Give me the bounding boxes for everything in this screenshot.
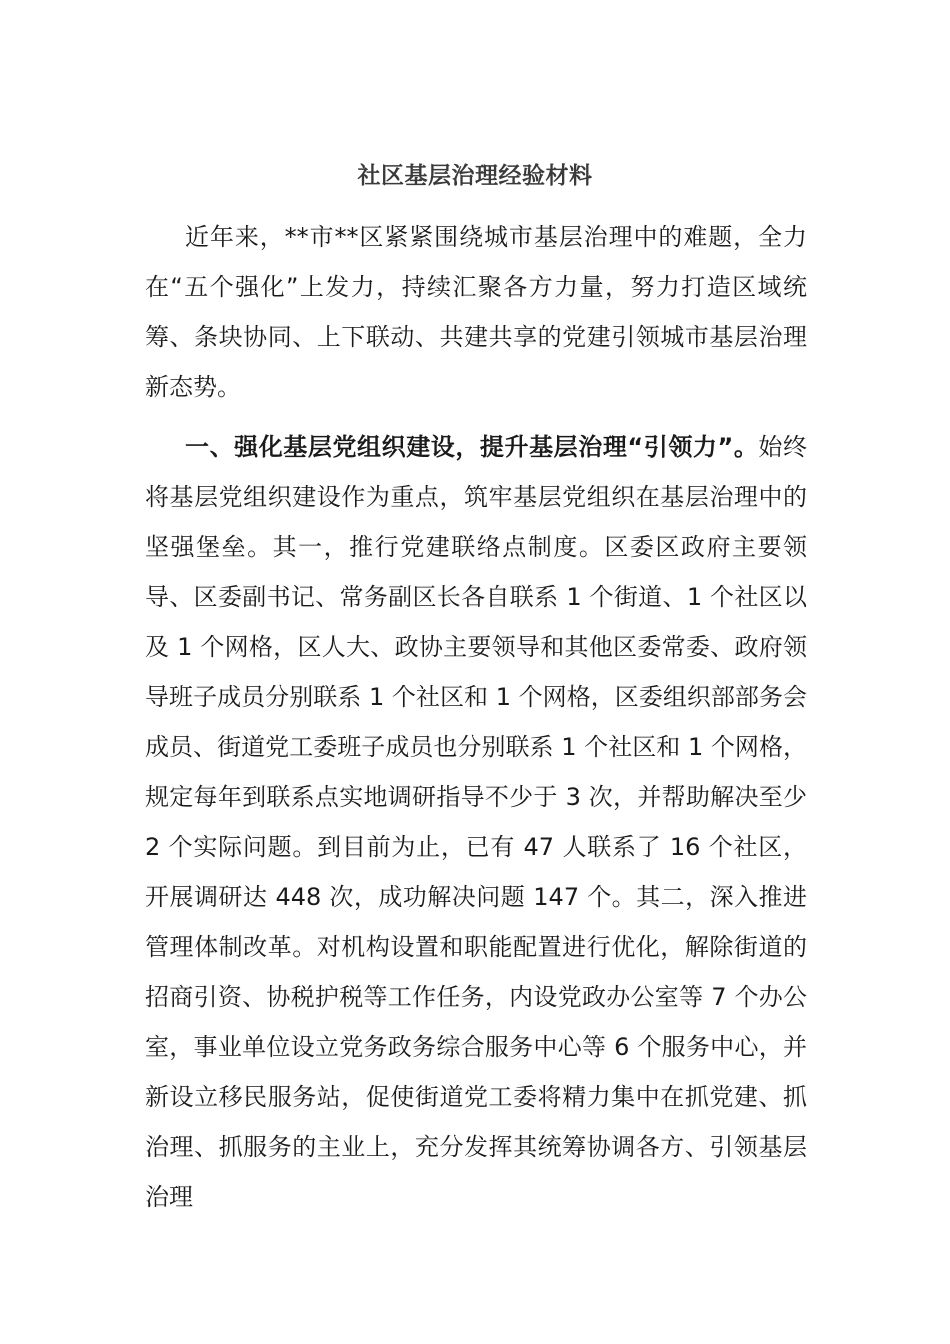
section-1-heading: 一、强化基层党组织建设，提升基层治理“引领力”。 xyxy=(185,433,759,461)
document-title: 社区基层治理经验材料 xyxy=(357,163,593,189)
intro-paragraph: 近年来，**市**区紧紧围绕城市基层治理中的难题，全力在“五个强化”上发力，持续汇聚各方力量，努力打造区域统筹、条块协同、上下联动、共建共享的党建引领城市基层治理新态势。 xyxy=(145,223,807,401)
section-1-text: 始终将基层党组织建设作为重点，筑牢基层党组织在基层治理中的坚强堡垒。其一，推行党建联络点制度。区委区政府主要领导、区委副书记、常务副区长各自联系 1 个街道、1 个社区以及 1 个网格，区人大、政协主要领导和其他区委常委、政府领导班子成员分别联系 1 个社区和 1 个网格，区委组织部部务会成员、街道党工委班子成员也分别联系 1 个社区和 1 个网格，规定每年到联系点实地调研指导不少于 3 次，并帮助解决至少 2 个实际问题。到目前为止，已有 47 人联系了 16 个社区，开展调研达 448 次，成功解决问题 147 个。其二，深入推进管理体制改革。对机构设置和职能配置进行优化，解除街道的招商引资、协税护税等工作任务，内设党政办公室等 7 个办公室，事业单位设立党务政务综合服务中心等 6 个服务中心，并新设立移民服务站，促使街道党工委将精力集中在抓党建、抓治理、抓服务的主业上，充分发挥其统筹协调各方、引领基层治理 xyxy=(145,433,807,1211)
section-1-paragraph xyxy=(145,422,807,1222)
